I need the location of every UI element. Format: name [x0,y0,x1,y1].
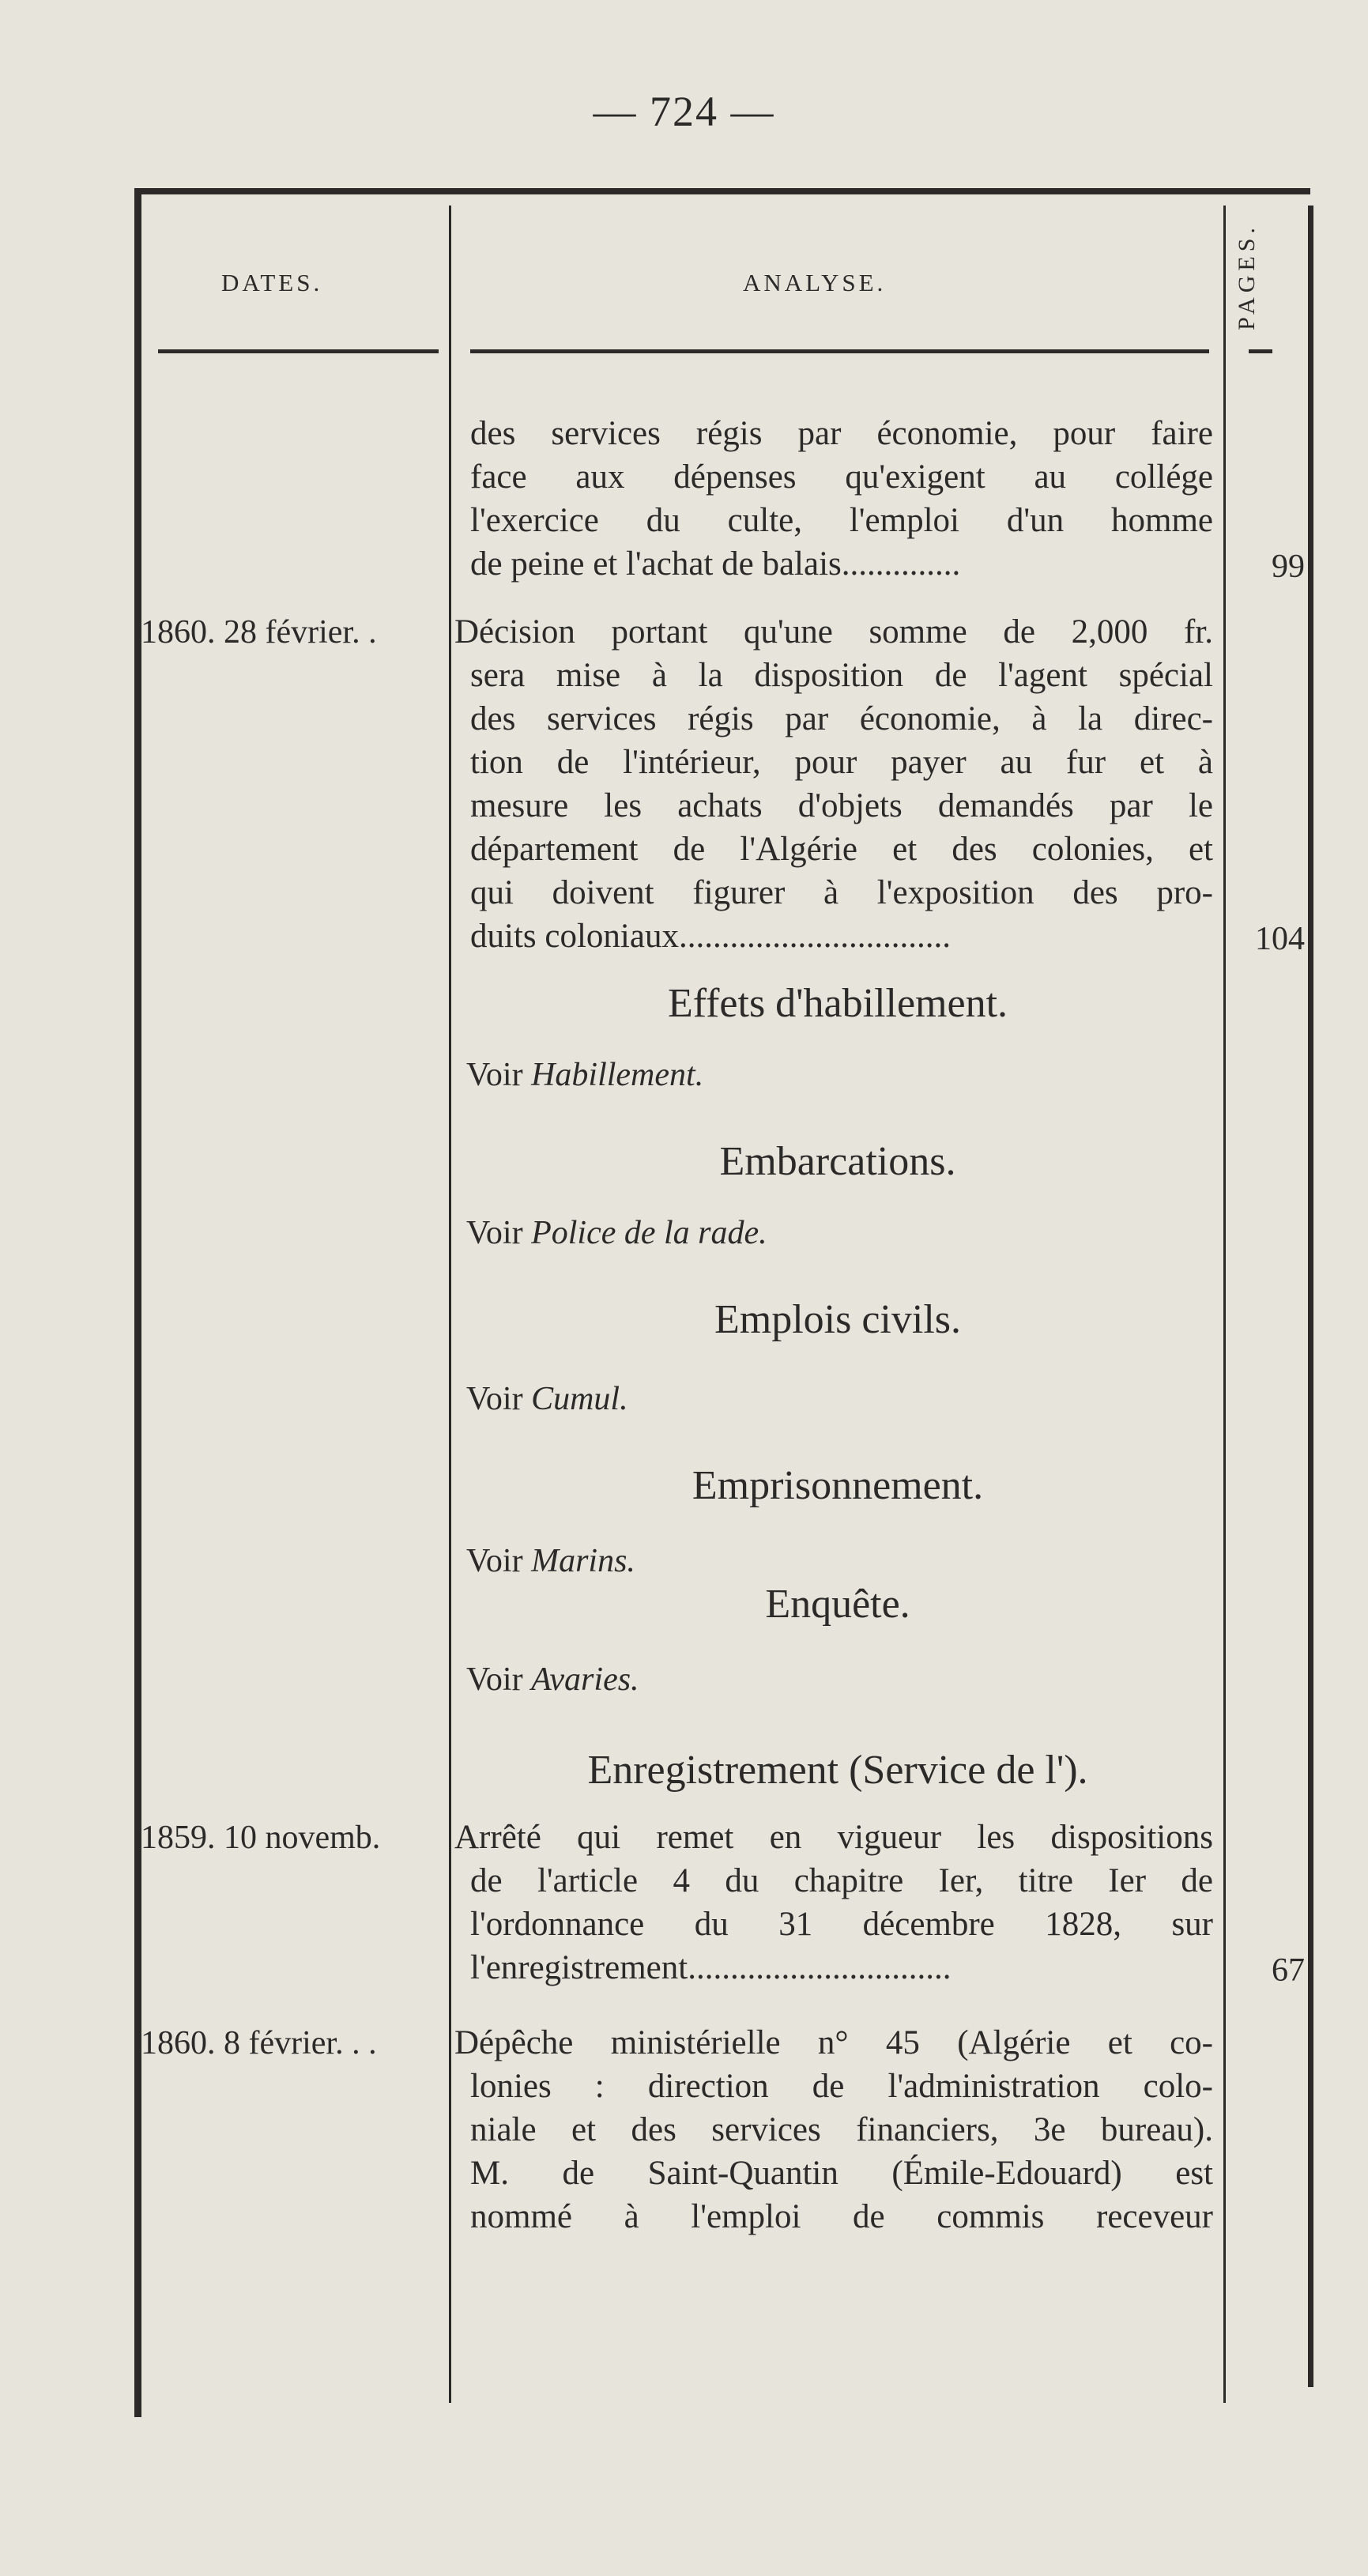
entry-line: Arrêté qui remet en vigueur les dispositions [454,1819,1213,1856]
voir-label: Voir [466,1215,523,1251]
entry-line: Décision portant qu'une somme de 2,000 fr. [454,613,1213,651]
entry-line: lonies : direction de l'administration colo- [470,2068,1213,2105]
dates-header: DATES. [221,269,323,296]
entry-line: M. de Saint-Quantin (Émile-Edouard) est [470,2155,1213,2192]
see-reference [466,1379,628,1419]
entry-line: Dépêche ministérielle n° 45 (Algérie et co- [454,2024,1213,2061]
page-reference: 99 [1272,549,1305,585]
reference-target: Police de la rade. [531,1215,767,1251]
section-heading: Enquête. [765,1582,910,1627]
entry-line: des services régis par économie, à la direc- [470,700,1213,737]
section-heading: Embarcations. [719,1139,956,1184]
entry-line: l'enregistrement............................... [470,1949,952,1986]
analyse-header-underline [470,349,1209,353]
page-reference: 67 [1272,1952,1305,1989]
voir-label: Voir [466,1381,523,1417]
entry-line: mesure les achats d'objets demandés par le [470,787,1213,824]
voir-label: Voir [466,1057,523,1093]
entry-line: niale et des services financiers, 3e bureau). [470,2111,1213,2148]
top-border [141,188,1310,194]
section-heading: Emprisonnement. [692,1463,984,1508]
see-reference [466,1660,639,1699]
see-reference [466,1055,703,1095]
page-number: — 724 — [593,88,775,135]
dates-header-underline [158,349,439,353]
entry-line: nommé à l'emploi de commis receveur [470,2198,1213,2235]
reference-target: Marins. [531,1543,635,1579]
voir-label: Voir [466,1661,523,1698]
see-reference [466,1213,767,1253]
entry-line: qui doivent figurer à l'exposition des pro- [470,874,1213,911]
reference-target: Habillement. [531,1057,704,1093]
voir-label: Voir [466,1543,523,1579]
entry-line: l'exercice du culte, l'emploi d'un homme [470,502,1213,539]
right-border [1308,206,1313,2387]
section-heading: Emplois civils. [714,1297,961,1342]
reference-target: Cumul. [531,1381,628,1417]
entry-line: de peine et l'achat de balais.............. [470,545,961,583]
section-heading: Enregistrement (Service de l'). [587,1748,1088,1793]
entry-line: tion de l'intérieur, pour payer au fur et à [470,744,1213,781]
pages-header-label: PAGES. [1234,223,1260,330]
entry-line: de l'article 4 du chapitre Ier, titre Ier de [470,1862,1213,1899]
see-reference [466,1541,635,1581]
analyse-header: ANALYSE. [743,269,887,296]
entry-line: l'ordonnance du 31 décembre 1828, sur [470,1906,1213,1943]
entry-date: 1860. 8 février. . . [141,2025,377,2061]
entry-line: duits coloniaux................................ [470,918,951,955]
entry-line: département de l'Algérie et des colonies, et [470,831,1213,868]
section-heading: Effets d'habillement. [667,981,1008,1026]
entry-line: sera mise à la disposition de l'agent spécial [470,657,1213,694]
page-reference: 104 [1255,921,1305,957]
entry-date: 1859. 10 novemb. [141,1820,381,1856]
entry-line: face aux dépenses qu'exigent au collége [470,458,1213,496]
entry-date: 1860. 28 février. . [141,614,377,651]
entry-line: des services régis par économie, pour faire [470,415,1213,452]
left-border [134,188,141,2417]
reference-target: Avaries. [531,1661,639,1698]
pages-header [1223,198,1271,356]
